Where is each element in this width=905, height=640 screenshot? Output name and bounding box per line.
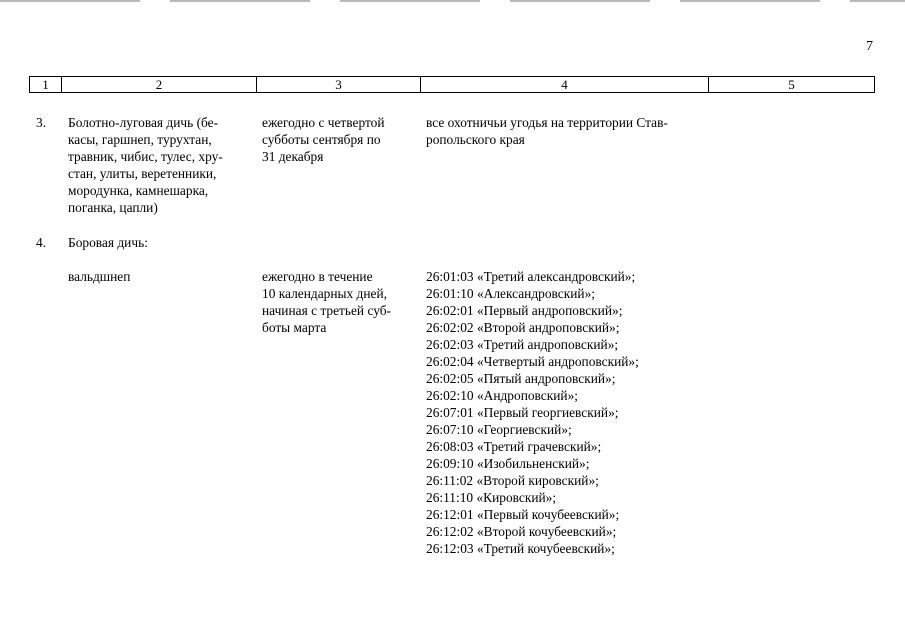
row-3-territory-line: ропольского края — [426, 132, 525, 147]
header-col-2: 2 — [62, 77, 257, 92]
page-number: 7 — [866, 39, 873, 54]
row-4-territory-list — [426, 268, 708, 557]
row-4-category: Боровая дичь: — [68, 235, 148, 250]
row-3-period — [262, 114, 416, 165]
territory-item: 26:01:03 «Третий александровский»; — [426, 269, 636, 284]
territory-item: 26:09:10 «Изобильненский»; — [426, 456, 590, 471]
territory-item: 26:02:01 «Первый андроповский»; — [426, 303, 623, 318]
row-3-period-line: 31 декабря — [262, 149, 324, 164]
row-4-species: вальдшнеп — [68, 269, 131, 284]
header-col-5: 5 — [788, 77, 795, 92]
row-3-species — [68, 114, 252, 216]
row-3-territory — [426, 114, 708, 148]
row-3-period-line: субботы сентября по — [262, 132, 381, 147]
row-4-period-line: боты марта — [262, 320, 327, 335]
territory-item: 26:07:10 «Георгиевский»; — [426, 422, 572, 437]
scan-top-edge — [0, 0, 905, 2]
row-3-species-line: стан, улиты, веретенники, — [68, 166, 217, 181]
row-3-species-line: травник, чибис, тулес, хру- — [68, 149, 223, 164]
row-4-period-line: ежегодно в течение — [262, 269, 373, 284]
row-4-period-line: начиная с третьей суб- — [262, 303, 392, 318]
territory-item: 26:02:03 «Третий андроповский»; — [426, 337, 619, 352]
row-3-species-line: поганка, цапли) — [68, 200, 158, 215]
territory-item: 26:11:10 «Кировский»; — [426, 490, 557, 505]
territory-item: 26:11:02 «Второй кировский»; — [426, 473, 599, 488]
header-col-1: 1 — [30, 77, 62, 92]
row-3-territory-line: все охотничьи угодья на территории Став- — [426, 115, 668, 130]
row-3-species-line: касы, гаршнеп, турухтан, — [68, 132, 212, 147]
row-4-period — [262, 268, 416, 336]
territory-item: 26:02:04 «Четвертый андроповский»; — [426, 354, 639, 369]
row-3-species-line: мородунка, камнешарка, — [68, 183, 209, 198]
header-col-4: 4 — [421, 77, 709, 92]
territory-item: 26:12:01 «Первый кочубеевский»; — [426, 507, 620, 522]
territory-item: 26:01:10 «Александровский»; — [426, 286, 595, 301]
header-col-3: 3 — [257, 77, 421, 92]
territory-item: 26:02:10 «Андроповский»; — [426, 388, 578, 403]
row-3-period-line: ежегодно с четвертой — [262, 115, 385, 130]
row-3-species-line: Болотно-луговая дичь (бе- — [68, 115, 219, 130]
row-4-period-line: 10 календарных дней, — [262, 286, 387, 301]
territory-item: 26:02:02 «Второй андроповский»; — [426, 320, 620, 335]
territory-item: 26:02:05 «Пятый андроповский»; — [426, 371, 616, 386]
territory-item: 26:12:03 «Третий кочубеевский»; — [426, 541, 615, 556]
column-number-header — [29, 76, 875, 93]
territory-item: 26:07:01 «Первый георгиевский»; — [426, 405, 619, 420]
row-3-number: 3. — [36, 115, 47, 130]
territory-item: 26:12:02 «Второй кочубеевский»; — [426, 524, 617, 539]
territory-item: 26:08:03 «Третий грачевский»; — [426, 439, 602, 454]
row-4-number: 4. — [36, 235, 47, 250]
